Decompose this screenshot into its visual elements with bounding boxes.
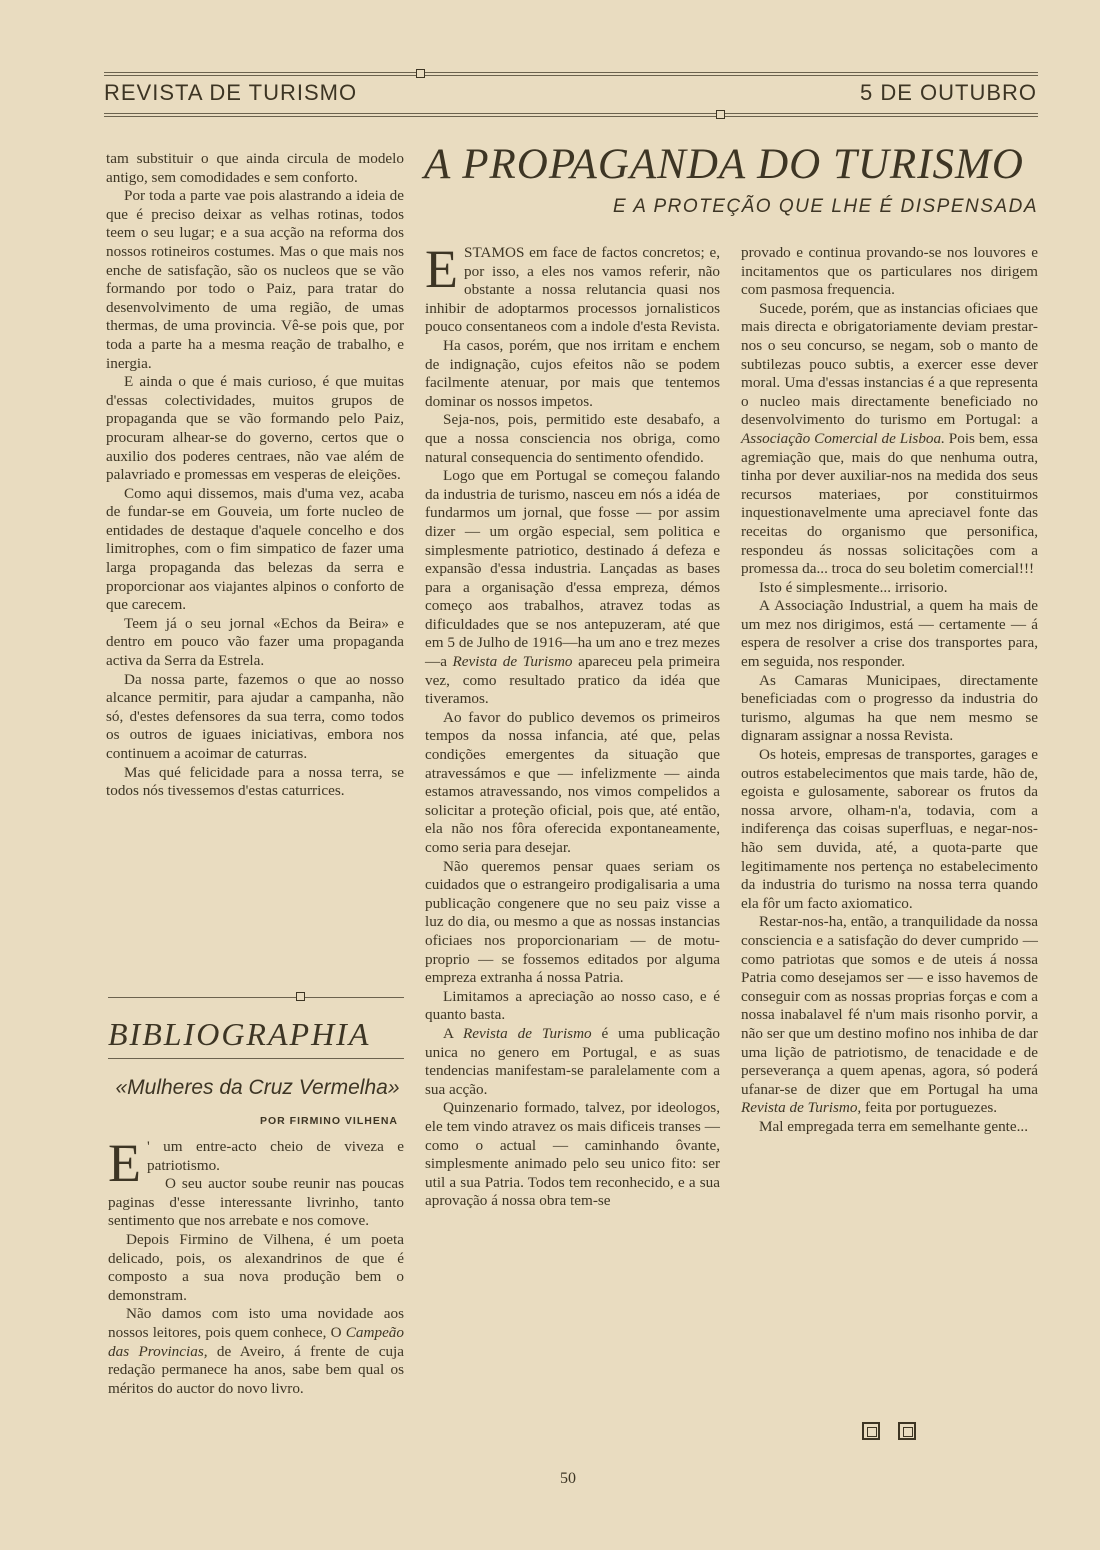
paragraph xyxy=(425,1025,720,1099)
header-bottom-rule xyxy=(104,113,1038,117)
paragraph: Da nossa parte, fazemos o que ao nosso alcance permitir, para ajudar a campanha, não só, d'estes defensores da sua terra, como todos os outros de iguaes iniciativas, embora nos continuem a acoimar de caturras. xyxy=(106,670,404,762)
page-number: 50 xyxy=(560,1470,576,1487)
paragraph-text: Não damos com isto uma novidade aos nossos leitores, pois quem conhece, O xyxy=(108,1305,404,1341)
paragraph: Seja-nos, pois, permitido este desabafo, a que a nossa consciencia nos obriga, como natural consequencia do sentimento ofendido. xyxy=(425,411,720,466)
header-left: REVISTA DE TURISMO xyxy=(104,80,358,105)
ornament-square xyxy=(416,69,425,78)
paragraph-text: feita por portuguezes. xyxy=(861,1099,998,1117)
paragraph: Quinzenario formado, talvez, por ideologos, ele tem vindo atravez os mais dificeis transes — como o actual — caminhando ôvante, simplesmente animado pelo seu unico fito: ser util a sua Patria. Todos tem reconhecido, e a sua aprovação á nossa obra tem-se xyxy=(425,1099,720,1210)
article-title: A PROPAGANDA DO TURISMO xyxy=(424,141,1024,188)
paragraph: Ao favor do publico devemos os primeiros tempos da nossa infancia, até que, pelas condições emergentes da situação que atravessámos e que — infelizmente — ainda estamos atravessando, nos vimos compelidos a solicitar a proteção oficial, pois que, até então, ela não nos fôra oferecida expontaneamente, como seria para desejar. xyxy=(425,708,720,856)
paragraph-text: Restar-nos-ha, então, a tranquilidade da nossa consciencia e a satisfação do dever cumprido — como patriotas que somos e de uteis á nossa Patria como desejamos ser — e isso havemos de conseguir com as nossas proprias forças e com a nossa inabalavel fé n'um mais risonho porvir, a não ser que um destino mofino nos inhiba de dar uma lição de patriotismo, de tenacidade e de perseverança a quem apenas, agora, só poderá ufanar-se de dizer que em Portugal ha uma xyxy=(741,913,1038,1098)
newspaper-name: Campeão das Provincias, xyxy=(108,1323,404,1360)
paragraph: Teem já o seu jornal «Echos da Beira» e dentro em pouco vão fazer uma propaganda activa da Serra da Estrela. xyxy=(106,614,404,670)
paragraph: Os hoteis, empresas de transportes, garages e outros estabelecimentos que mais tarde, hão de, egoista e gulosamente, saborear os frutos da nossa arvore, olham-n'a, todavia, com a indiferença das coisas superfluas, e negar-nos-hão sem duvida, até, a quota-parte que legitimamente nos pertença no estabelecimento da industria do turismo na nossa terra quando ela fôr um facto axiomatico. xyxy=(741,746,1038,912)
paragraph: Por toda a parte vae pois alastrando a ideia de que é preciso deixar as velhas rotinas, todos teem o seu lugar; e a sua acção na reforma dos nossos rotineiros costumes. Mas o que mais nos enche de satisfação, são os nucleos que se vão formando por todo o Paiz, para tratar do desenvolvimento de uma região, de umas thermas, de uma provincia. Vê-se pois que, por toda a parte ha a mesma reação de trabalho, e inergia. xyxy=(106,187,404,372)
paragraph-text: A xyxy=(443,1024,464,1042)
paragraph: tam substituir o que ainda circula de modelo antigo, sem comodidades e sem conforto. xyxy=(106,150,404,186)
paragraph: Como aqui dissemos, mais d'uma vez, acaba de fundar-se em Gouveia, um forte nucleo de entidades de destaque d'aquele concelho e dos limitrophes, com o fim simpatico de fazer uma larga propaganda das belezas da serra e proporcionar aos viajantes alpinos o conforto de que carecem. xyxy=(106,484,404,614)
paragraph xyxy=(741,300,1038,579)
paragraph-text: de Aveiro, á frente de cuja redação permanece ha anos, sabe bem qual os méritos do auctor do novo livro. xyxy=(108,1342,404,1397)
end-ornament xyxy=(898,1422,916,1440)
paragraph: Isto é simplesmente... irrisorio. xyxy=(759,578,948,596)
paragraph: Não queremos pensar quaes seriam os cuidados que o estrangeiro prodigalisaria a uma publicação congenere que no seu paiz visse a luz do dia, ou mesmo a que as nossas instancias oficiaes nos proporcionariam — de motu-proprio — se fossemos editados por alguma empreza extranha á nossa Patria. xyxy=(425,857,720,987)
book-author: POR FIRMINO VILHENA xyxy=(260,1115,399,1127)
paragraph xyxy=(425,467,720,709)
paragraph-text: STAMOS em face de factos concretos; e, por isso, a eles nos vamos referir, não obstante a nossa relutancia quasi nos inhibir de adoptarmos processos jornalisticos pouco consentaneos com a indole d'esta Revista. xyxy=(425,244,721,336)
column-1 xyxy=(106,150,404,801)
article-subtitle: E A PROTEÇÃO QUE LHE É DISPENSADA xyxy=(612,196,1038,217)
magazine-name: Revista de Turismo xyxy=(452,653,573,671)
magazine-name: Revista de Turismo xyxy=(463,1024,592,1042)
paragraph-text: Sucede, porém, que as instancias oficiaes que mais directa e obrigatoriamente deviam prestar-nos o seu concurso, se negam, sob o manto de subtilezas pouco subtis, a exercer esse dever moral. Uma d'essas instancias é a que representa o nucleo mais directamente beneficiado no desenvolvimento do turismo em Portugal: a xyxy=(741,299,1038,429)
paragraph-text: apareceu pela primeira vez, como resultado pratico da idéa que tiveramos. xyxy=(425,653,720,708)
paragraph: Ha casos, porém, que nos irritam e enchem de indignação, cujos efeitos não se podem facilmente atenuar, por mais que tentemos dominar os nossos impetos. xyxy=(425,336,720,410)
paragraph: Depois Firmino de Vilhena, é um poeta delicado, pois, os alexandrinos de que é composto a sua nova produção bem o demonstram. xyxy=(108,1230,404,1304)
paragraph: provado e continua provando-se nos louvores e incitamentos que os particulares nos dirigem com pasmosa frequencia. xyxy=(741,244,1038,299)
magazine-name: Revista de Turismo, xyxy=(741,1099,862,1117)
book-title: «Mulheres da Cruz Vermelha» xyxy=(115,1076,400,1099)
drop-cap: E xyxy=(108,1133,141,1193)
bibliographia-text xyxy=(108,1133,404,1398)
paragraph xyxy=(741,913,1038,1118)
paragraph xyxy=(108,1133,404,1193)
bibliographia-heading: BIBLIOGRAPHIA xyxy=(108,1016,371,1052)
drop-cap: E xyxy=(425,239,458,299)
paragraph-text: Logo que em Portugal se começou falando da industria de turismo, nasceu em nós a idéa de fundarmos um jornal, que fosse — por assim dizer — um orgão especial, sem politica e simplesmente patriotico, destinado á defeza e expansão d'essa industria. Lançadas as bases para a organisação d'essa empreza, démos começo aos trabalhos, atravez todas as dificuldades que se nos antepuzeram, até que em 5 de Julho de 1916—ha um ano e trez mezes—a xyxy=(425,467,720,671)
column-3 xyxy=(741,244,1038,1137)
column-2 xyxy=(425,239,721,1211)
paragraph-text: ' um entre-acto cheio de viveza e patriotismo. xyxy=(147,1138,404,1174)
paragraph: O seu auctor soube reunir nas poucas paginas d'esse interessante livrinho, tanto sentimento que nos arrebate e nos comove. xyxy=(108,1175,404,1230)
paragraph-text: Pois bem, essa agremiação que, mais do que nenhuma outra, tinha por dever auxiliar-nos na medida dos seus recursos materiaes, por constituirmos inquestionavelmente uma apreciavel fonte das receitas do organismo que personifica, respondeu ás nossas solicitações com a promessa da... troca do seu boletim comercial!!! xyxy=(741,429,1039,578)
association-name: Associação Comercial de Lisboa. xyxy=(741,429,945,447)
ornament-square xyxy=(716,110,725,119)
paragraph-text: é uma publicação unica no genero em Portugal, e as suas tendencias manifestam-se paralelamente com a sua acção. xyxy=(425,1024,720,1098)
paragraph: As Camaras Municipaes, directamente beneficiadas com o progresso da industria do turismo, algumas ha que nem mesmo se dignaram assignar a nossa Revista. xyxy=(741,671,1038,745)
header-top-rule xyxy=(104,72,1038,76)
paragraph xyxy=(108,1305,404,1398)
paragraph: A Associação Industrial, a quem ha mais de um mez nos dirigimos, está — certamente — á espera de resolver a crise dos transportes para, em seguida, nos responder. xyxy=(741,597,1038,671)
section-divider xyxy=(108,997,404,998)
paragraph: Mal empregada terra em semelhante gente... xyxy=(759,1117,1029,1135)
end-ornament xyxy=(862,1422,880,1440)
section-divider xyxy=(108,1058,404,1059)
paragraph: Limitamos a apreciação ao nosso caso, e é quanto basta. xyxy=(425,987,720,1024)
paragraph: Mas qué felicidade para a nossa terra, se todos nós tivessemos d'estas caturrices. xyxy=(106,763,404,800)
paragraph xyxy=(425,239,721,337)
paragraph: E ainda o que é mais curioso, é que muitas d'essas colectividades, muitos grupos de propaganda que se vão formando pelo Paiz, procuram alhear-se do governo, certos que o auxilio dos poderes centraes, não vae além de palavriado e promessas em vesperas de eleições. xyxy=(106,373,404,484)
header-right: 5 DE OUTUBRO xyxy=(860,80,1038,105)
ornament-square xyxy=(296,992,305,1001)
